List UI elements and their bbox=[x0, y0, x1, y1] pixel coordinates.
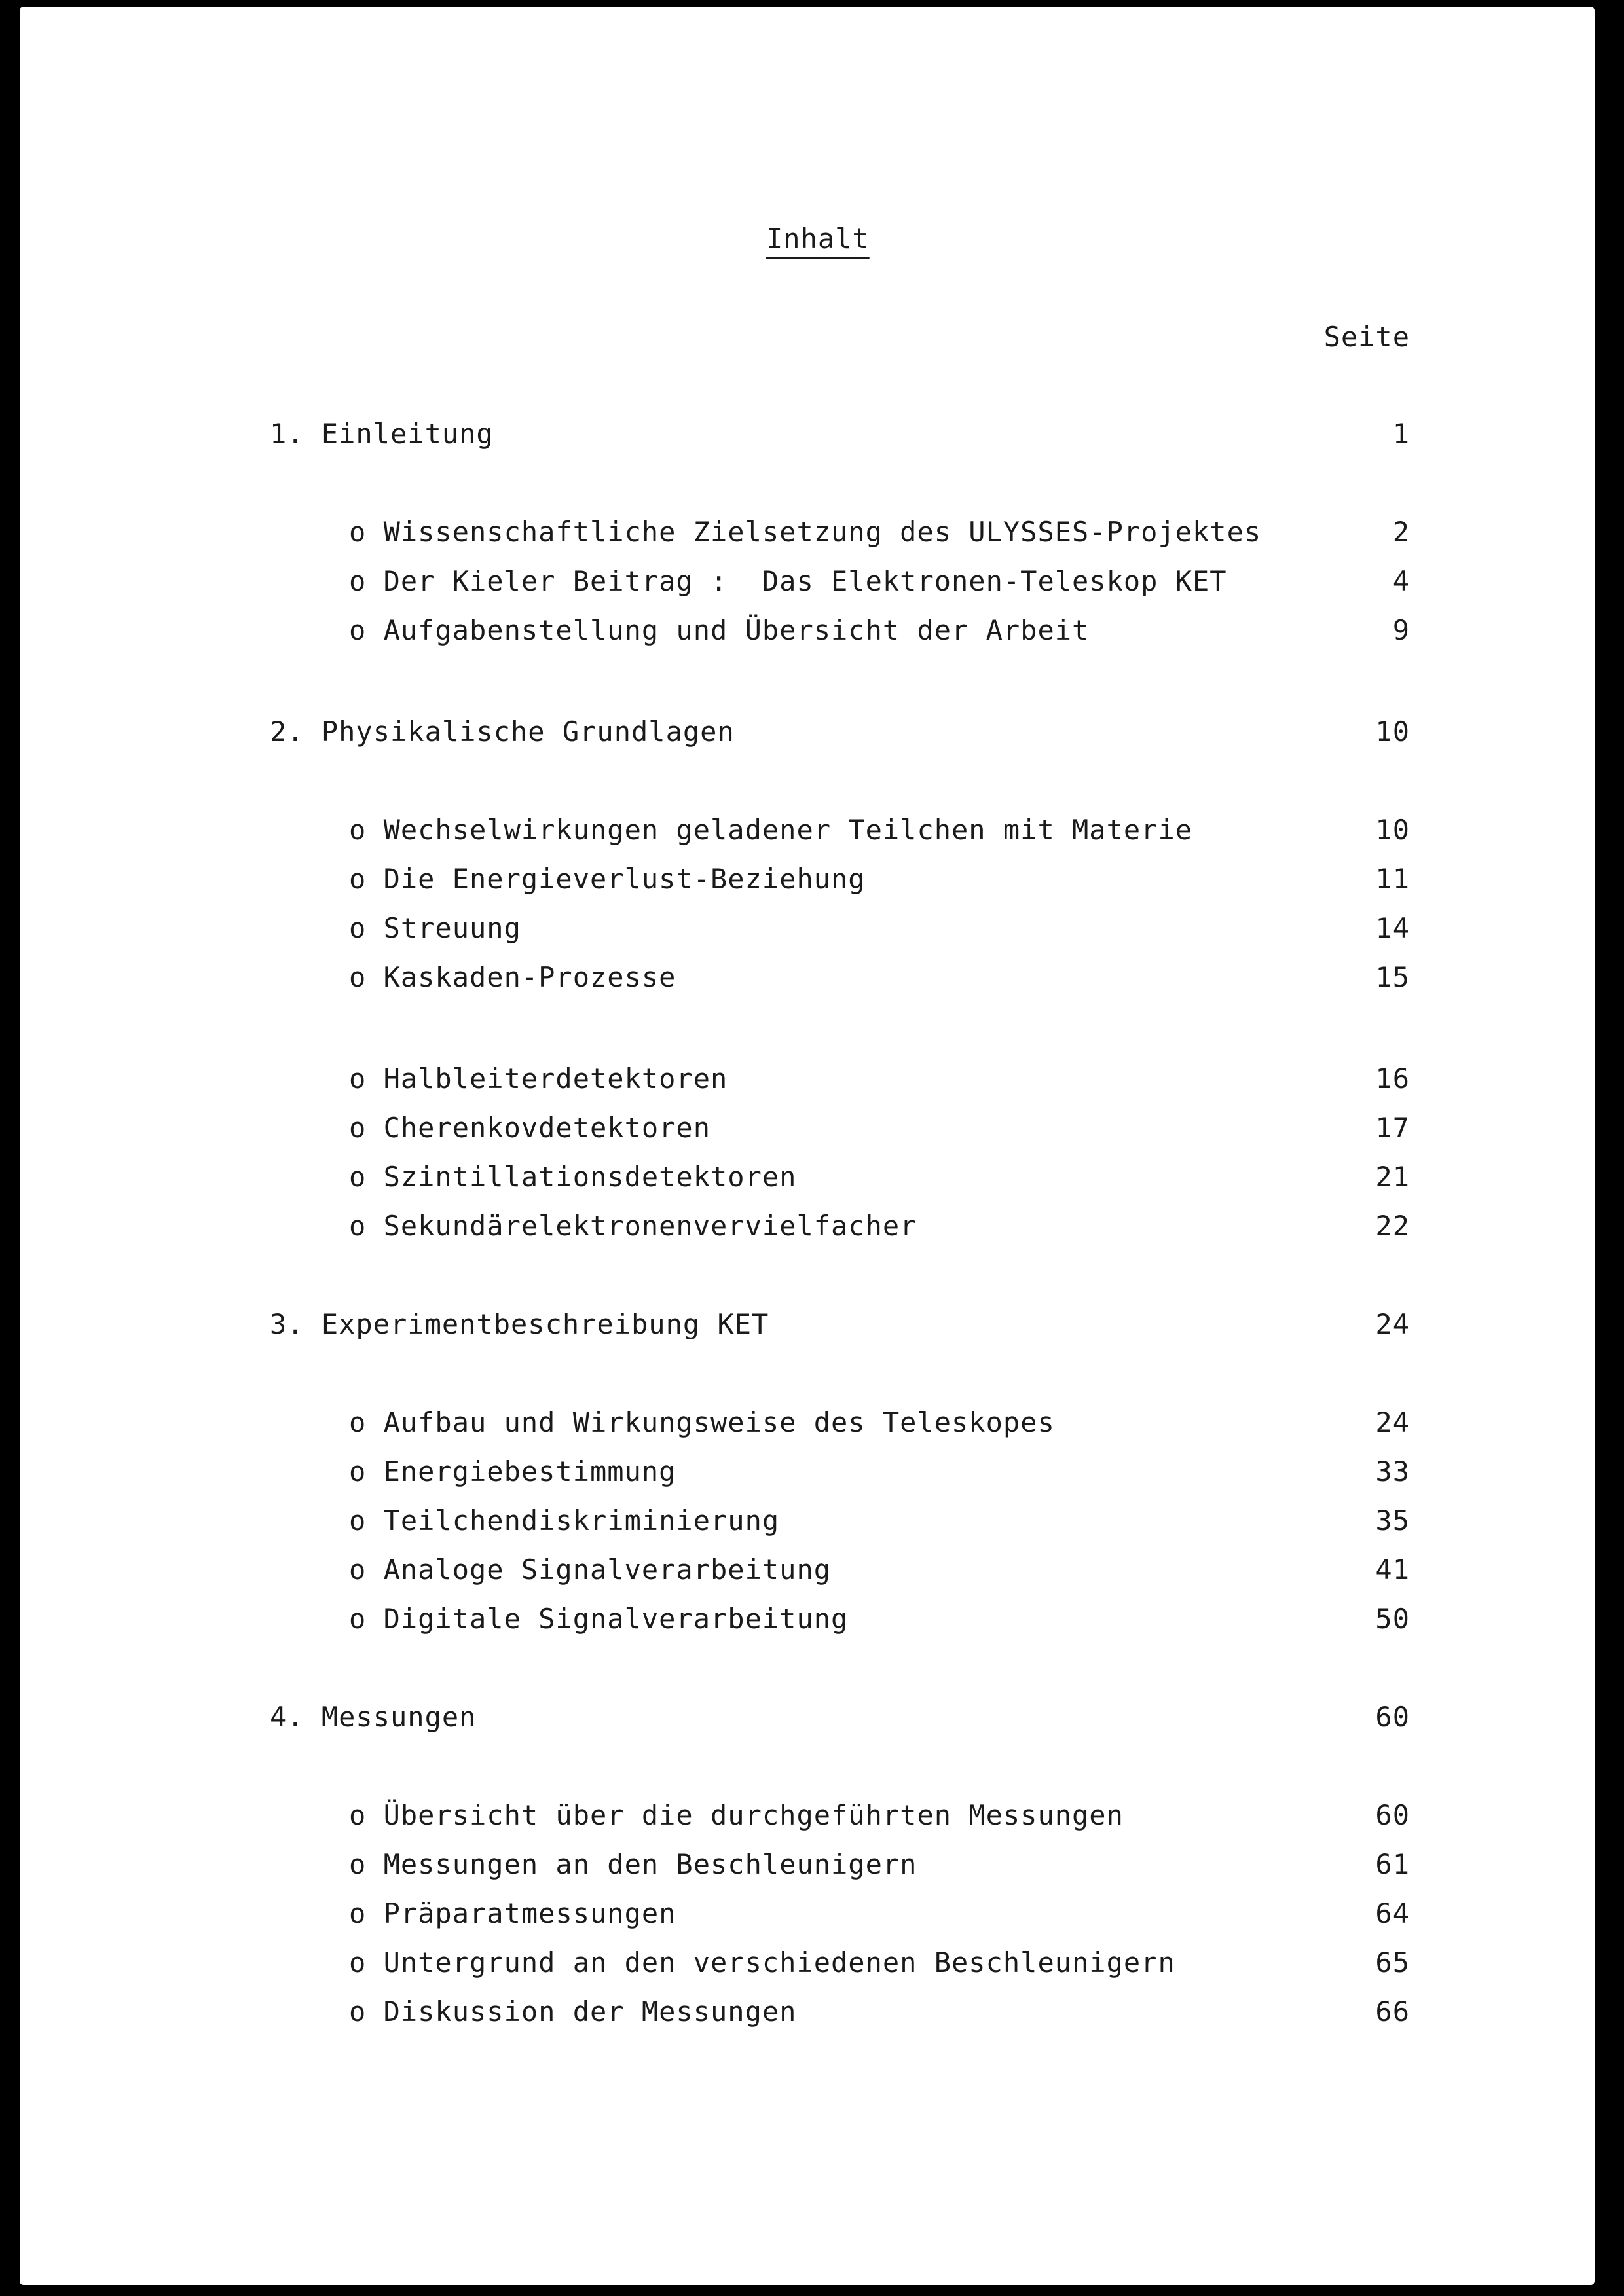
toc-entry-label: o Analoge Signalverarbeitung bbox=[349, 1554, 832, 1586]
document-page bbox=[20, 7, 1595, 2285]
toc-page-number: 24 bbox=[1375, 1308, 1410, 1340]
toc-entry-label: o Der Kieler Beitrag : Das Elektronen-Teleskop KET bbox=[349, 565, 1227, 597]
toc-page-number: 61 bbox=[1375, 1848, 1410, 1880]
toc-page-number: 14 bbox=[1375, 912, 1410, 944]
toc-page-number: 21 bbox=[1375, 1161, 1410, 1193]
toc-page-number: 60 bbox=[1375, 1799, 1410, 1831]
toc-page-number: 11 bbox=[1375, 863, 1410, 895]
toc-page-number: 35 bbox=[1375, 1504, 1410, 1537]
toc-entry-label: o Präparatmessungen bbox=[349, 1897, 676, 1929]
toc-page-number: 24 bbox=[1375, 1406, 1410, 1438]
toc-page-number: 60 bbox=[1375, 1701, 1410, 1733]
toc-entry-label: o Cherenkovdetektoren bbox=[349, 1112, 711, 1144]
toc-section-label: 4. Messungen bbox=[270, 1701, 477, 1733]
toc-page-number: 9 bbox=[1392, 614, 1410, 646]
toc-page-number: 65 bbox=[1375, 1946, 1410, 1978]
toc-section-label: 1. Einleitung bbox=[270, 418, 494, 450]
toc-entry-label: o Wissenschaftliche Zielsetzung des ULYSSES-Projektes bbox=[349, 516, 1262, 548]
toc-entry-label: o Messungen an den Beschleunigern bbox=[349, 1848, 917, 1880]
toc-entry-label: o Digitale Signalverarbeitung bbox=[349, 1603, 849, 1635]
toc-entry-label: o Kaskaden-Prozesse bbox=[349, 961, 676, 993]
toc-entry-label: o Teilchendiskriminierung bbox=[349, 1504, 780, 1537]
page-title: Inhalt bbox=[766, 223, 870, 255]
toc-entry-label: o Energiebestimmung bbox=[349, 1455, 676, 1487]
toc-page-number: 64 bbox=[1375, 1897, 1410, 1929]
toc-page-number: 17 bbox=[1375, 1112, 1410, 1144]
toc-entry-label: o Sekundärelektronenvervielfacher bbox=[349, 1210, 917, 1242]
toc-section-label: 2. Physikalische Grundlagen bbox=[270, 716, 735, 748]
toc-section-label: 3. Experimentbeschreibung KET bbox=[270, 1308, 769, 1340]
toc-entry-label: o Aufbau und Wirkungsweise des Teleskopes bbox=[349, 1406, 1055, 1438]
toc-entry-label: o Streuung bbox=[349, 912, 521, 944]
toc-page-number: 10 bbox=[1375, 716, 1410, 748]
toc-page-number: 66 bbox=[1375, 1995, 1410, 2028]
toc-page-number: 22 bbox=[1375, 1210, 1410, 1242]
toc-entry-label: o Halbleiterdetektoren bbox=[349, 1063, 728, 1095]
toc-page-number: 15 bbox=[1375, 961, 1410, 993]
toc-entry-label: o Aufgabenstellung und Übersicht der Arbeit bbox=[349, 614, 1090, 646]
toc-page-number: 4 bbox=[1392, 565, 1410, 597]
toc-page-number: 10 bbox=[1375, 814, 1410, 846]
page-column-header: Seite bbox=[1323, 321, 1410, 353]
toc-entry-label: o Die Energieverlust-Beziehung bbox=[349, 863, 866, 895]
toc-entry-label: o Übersicht über die durchgeführten Messungen bbox=[349, 1799, 1124, 1831]
toc-page-number: 16 bbox=[1375, 1063, 1410, 1095]
toc-page-number: 50 bbox=[1375, 1603, 1410, 1635]
toc-entry-label: o Szintillationsdetektoren bbox=[349, 1161, 797, 1193]
toc-entry-label: o Wechselwirkungen geladener Teilchen mit Materie bbox=[349, 814, 1193, 846]
toc-page-number: 33 bbox=[1375, 1455, 1410, 1487]
toc-entry-label: o Untergrund an den verschiedenen Beschleunigern bbox=[349, 1946, 1175, 1978]
toc-entry-label: o Diskussion der Messungen bbox=[349, 1995, 797, 2028]
toc-page-number: 1 bbox=[1392, 418, 1410, 450]
toc-page-number: 41 bbox=[1375, 1554, 1410, 1586]
toc-page-number: 2 bbox=[1392, 516, 1410, 548]
